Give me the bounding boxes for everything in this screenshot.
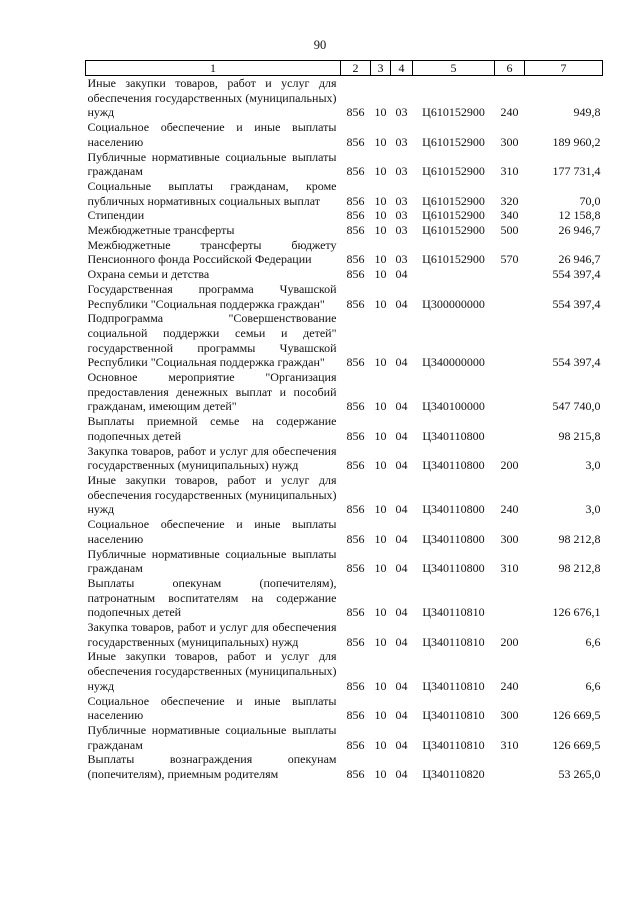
- row-admin-code: 856: [346, 164, 365, 179]
- row-admin-code: 856: [346, 252, 365, 267]
- page-number: 90: [313, 38, 327, 52]
- row-expense-type: [495, 414, 525, 443]
- row-target-code: Ц610152900: [422, 105, 485, 120]
- row-target-code: Ц340110810: [422, 737, 485, 752]
- row-amount: 98 215,8: [558, 428, 601, 443]
- table-row: [86, 120, 603, 149]
- row-subsection: 04: [395, 428, 408, 443]
- row-name: Иные закупки товаров, работ и услуг для обеспечения государственных (муниципальных) нужд: [87, 649, 337, 693]
- row-name: Стипендии: [87, 208, 145, 223]
- table-row: [86, 694, 603, 723]
- row-target-code: Ц340110820: [422, 767, 485, 782]
- row-admin-code: 856: [346, 737, 365, 752]
- table-row: [86, 179, 603, 208]
- row-expense-type: [495, 267, 525, 282]
- table-row: [86, 752, 603, 781]
- row-subsection: 04: [395, 296, 408, 311]
- row-name: Иные закупки товаров, работ и услуг для обеспечения государственных (муниципальных) нужд: [87, 76, 337, 120]
- header-col-7: 7: [525, 61, 603, 76]
- header-col-5: 5: [413, 61, 495, 76]
- row-target-code: Ц610152900: [422, 164, 485, 179]
- row-subsection: 03: [395, 252, 408, 267]
- row-section: 10: [374, 164, 387, 179]
- table-row: [86, 473, 603, 517]
- row-target-code: Ц340100000: [422, 399, 485, 414]
- row-section: 10: [374, 428, 387, 443]
- row-amount: 547 740,0: [552, 399, 601, 414]
- row-subsection: 04: [395, 678, 408, 693]
- row-expense-type: [495, 576, 525, 620]
- row-name: Социальное обеспечение и иные выплаты населению: [87, 693, 337, 723]
- row-subsection: 04: [395, 561, 408, 576]
- row-name: Социальные выплаты гражданам, кроме публичных нормативных социальных выплат: [87, 178, 337, 208]
- row-subsection: 04: [395, 708, 408, 723]
- header-col-1: 1: [86, 61, 341, 76]
- row-name: Охрана семьи и детства: [87, 267, 210, 282]
- row-admin-code: 856: [346, 399, 365, 414]
- row-target-code: Ц610152900: [422, 208, 485, 223]
- table-row: [86, 223, 603, 238]
- row-section: 10: [374, 355, 387, 370]
- row-expense-type: 240: [500, 105, 519, 120]
- table-row: [86, 208, 603, 223]
- row-admin-code: 856: [346, 208, 365, 223]
- row-subsection: 03: [395, 105, 408, 120]
- header-col-6: 6: [495, 61, 525, 76]
- row-section: 10: [374, 105, 387, 120]
- row-section: 10: [374, 678, 387, 693]
- row-subsection: 03: [395, 134, 408, 149]
- row-subsection: 04: [395, 399, 408, 414]
- row-target-code: Ц610152900: [422, 223, 485, 238]
- row-name: Публичные нормативные социальные выплаты гражданам: [87, 546, 337, 576]
- row-amount: 6,6: [585, 634, 601, 649]
- row-section: 10: [374, 252, 387, 267]
- row-subsection: 04: [395, 737, 408, 752]
- row-amount: 554 397,4: [552, 296, 601, 311]
- row-name: Межбюджетные трансферты: [87, 223, 235, 238]
- row-amount: 949,8: [573, 105, 601, 120]
- row-name: Межбюджетные трансферты бюджету Пенсионного фонда Российской Федерации: [87, 237, 337, 267]
- header-col-3: 3: [371, 61, 391, 76]
- row-admin-code: 856: [346, 531, 365, 546]
- row-subsection: 04: [395, 267, 408, 282]
- row-amount: 53 265,0: [558, 767, 601, 782]
- row-admin-code: 856: [346, 134, 365, 149]
- row-target-code: Ц340110810: [422, 678, 485, 693]
- row-target-code: Ц610152900: [422, 134, 485, 149]
- row-section: 10: [374, 223, 387, 238]
- row-section: 10: [374, 561, 387, 576]
- row-subsection: 04: [395, 458, 408, 473]
- row-expense-type: 200: [500, 458, 519, 473]
- row-section: 10: [374, 531, 387, 546]
- row-name: Закупка товаров, работ и услуг для обеспечения государственных (муниципальных) нужд: [87, 620, 337, 649]
- row-subsection: 04: [395, 502, 408, 517]
- row-expense-type: 310: [500, 737, 519, 752]
- row-name: Государственная программа Чувашской Республики "Социальная поддержка граждан": [87, 281, 337, 311]
- row-amount: 177 731,4: [552, 164, 601, 179]
- row-amount: 98 212,8: [558, 531, 601, 546]
- table-row: [86, 444, 603, 473]
- row-expense-type: 300: [500, 134, 519, 149]
- row-target-code: Ц300000000: [422, 296, 485, 311]
- row-amount: 70,0: [579, 193, 601, 208]
- table-row: [86, 649, 603, 693]
- row-target-code: Ц340000000: [422, 355, 485, 370]
- row-amount: 554 397,4: [552, 267, 601, 282]
- row-expense-type: 310: [500, 561, 519, 576]
- row-section: 10: [374, 708, 387, 723]
- row-subsection: 04: [395, 767, 408, 782]
- row-admin-code: 856: [346, 296, 365, 311]
- row-section: 10: [374, 208, 387, 223]
- table-row: [86, 150, 603, 179]
- row-expense-type: 320: [500, 193, 519, 208]
- table-row: [86, 576, 603, 620]
- row-subsection: 04: [395, 634, 408, 649]
- row-name: Публичные нормативные социальные выплаты гражданам: [87, 149, 337, 179]
- table-row: [86, 517, 603, 546]
- row-target-code: Ц340110800: [422, 458, 485, 473]
- row-name: Основное мероприятие "Организация предоставления денежных выплат и пособий гражданам, имеющим детей": [87, 370, 337, 414]
- row-section: 10: [374, 399, 387, 414]
- row-section: 10: [374, 267, 387, 282]
- header-col-4: 4: [391, 61, 413, 76]
- row-subsection: 03: [395, 164, 408, 179]
- row-target-code: Ц340110800: [422, 561, 485, 576]
- row-name: Публичные нормативные социальные выплаты гражданам: [87, 722, 337, 752]
- table-row: [86, 282, 603, 311]
- table-row: [86, 723, 603, 752]
- row-admin-code: 856: [346, 355, 365, 370]
- table-row: [86, 238, 603, 267]
- row-admin-code: 856: [346, 634, 365, 649]
- row-target-code: Ц340110800: [422, 531, 485, 546]
- row-expense-type: 240: [500, 502, 519, 517]
- row-expense-type: 570: [500, 252, 519, 267]
- row-admin-code: 856: [346, 678, 365, 693]
- row-target-code: Ц340110800: [422, 502, 485, 517]
- row-amount: 126 669,5: [552, 708, 601, 723]
- row-expense-type: 240: [500, 678, 519, 693]
- row-admin-code: 856: [346, 458, 365, 473]
- row-target-code: Ц340110800: [422, 428, 485, 443]
- row-expense-type: [495, 752, 525, 781]
- row-name: Выплаты опекунам (попечителям), патронатным воспитателям на содержание подопечных детей: [87, 575, 337, 620]
- table-row: [86, 547, 603, 576]
- row-admin-code: 856: [346, 223, 365, 238]
- row-target-code: [413, 267, 495, 282]
- table-row: [86, 267, 603, 282]
- row-section: 10: [374, 134, 387, 149]
- row-expense-type: [495, 370, 525, 414]
- budget-table: [85, 60, 603, 782]
- row-section: 10: [374, 193, 387, 208]
- row-subsection: 03: [395, 223, 408, 238]
- row-admin-code: 856: [346, 605, 365, 620]
- table-row: [86, 76, 603, 121]
- row-expense-type: 310: [500, 164, 519, 179]
- row-target-code: Ц340110810: [422, 605, 485, 620]
- table-row: [86, 370, 603, 414]
- row-admin-code: 856: [346, 428, 365, 443]
- row-section: 10: [374, 296, 387, 311]
- row-expense-type: [495, 282, 525, 311]
- row-name: Подпрограмма "Совершенствование социальной поддержки семьи и детей" государственной программы Чувашской Республики "Социальная поддержка граждан": [87, 311, 337, 370]
- row-subsection: 04: [395, 531, 408, 546]
- row-admin-code: 856: [346, 502, 365, 517]
- row-subsection: 04: [395, 605, 408, 620]
- row-amount: 126 676,1: [552, 605, 601, 620]
- row-subsection: 04: [395, 355, 408, 370]
- row-admin-code: 856: [346, 708, 365, 723]
- row-amount: 554 397,4: [552, 355, 601, 370]
- row-admin-code: 856: [346, 105, 365, 120]
- row-name: Социальное обеспечение и иные выплаты населению: [87, 120, 337, 149]
- row-expense-type: 500: [500, 223, 519, 238]
- row-amount: 3,0: [585, 502, 601, 517]
- row-section: 10: [374, 458, 387, 473]
- row-name: Выплаты приемной семье на содержание подопечных детей: [87, 414, 337, 443]
- row-target-code: Ц340110810: [422, 708, 485, 723]
- row-section: 10: [374, 502, 387, 517]
- table-body: [86, 76, 603, 782]
- row-subsection: 03: [395, 193, 408, 208]
- row-amount: 3,0: [585, 458, 601, 473]
- row-admin-code: 856: [346, 193, 365, 208]
- table-row: [86, 620, 603, 649]
- row-admin-code: 856: [346, 561, 365, 576]
- row-amount: 26 946,7: [558, 223, 601, 238]
- row-amount: 189 960,2: [552, 134, 601, 149]
- row-expense-type: 300: [500, 531, 519, 546]
- table-header-row: [86, 61, 603, 76]
- row-admin-code: 856: [346, 267, 365, 282]
- row-amount: 26 946,7: [558, 252, 601, 267]
- table-row: [86, 311, 603, 370]
- row-name: Выплаты вознаграждения опекунам (попечителям), приемным родителям: [87, 752, 337, 782]
- row-name: Иные закупки товаров, работ и услуг для обеспечения государственных (муниципальных) нужд: [87, 472, 337, 517]
- row-section: 10: [374, 634, 387, 649]
- row-name: Социальное обеспечение и иные выплаты населению: [87, 517, 337, 546]
- row-expense-type: 200: [500, 634, 519, 649]
- row-name: Закупка товаров, работ и услуг для обеспечения государственных (муниципальных) нужд: [87, 443, 337, 473]
- row-section: 10: [374, 605, 387, 620]
- row-amount: 98 212,8: [558, 561, 601, 576]
- row-admin-code: 856: [346, 767, 365, 782]
- row-amount: 12 158,8: [558, 208, 601, 223]
- row-amount: 126 669,5: [552, 737, 601, 752]
- header-col-2: 2: [341, 61, 371, 76]
- table-row: [86, 414, 603, 443]
- row-expense-type: 300: [500, 708, 519, 723]
- row-section: 10: [374, 737, 387, 752]
- row-expense-type: [495, 311, 525, 370]
- row-target-code: Ц340110810: [422, 634, 485, 649]
- row-amount: 6,6: [585, 678, 601, 693]
- row-expense-type: 340: [500, 208, 519, 223]
- row-target-code: Ц610152900: [422, 193, 485, 208]
- row-section: 10: [374, 767, 387, 782]
- row-target-code: Ц610152900: [422, 252, 485, 267]
- row-subsection: 03: [395, 208, 408, 223]
